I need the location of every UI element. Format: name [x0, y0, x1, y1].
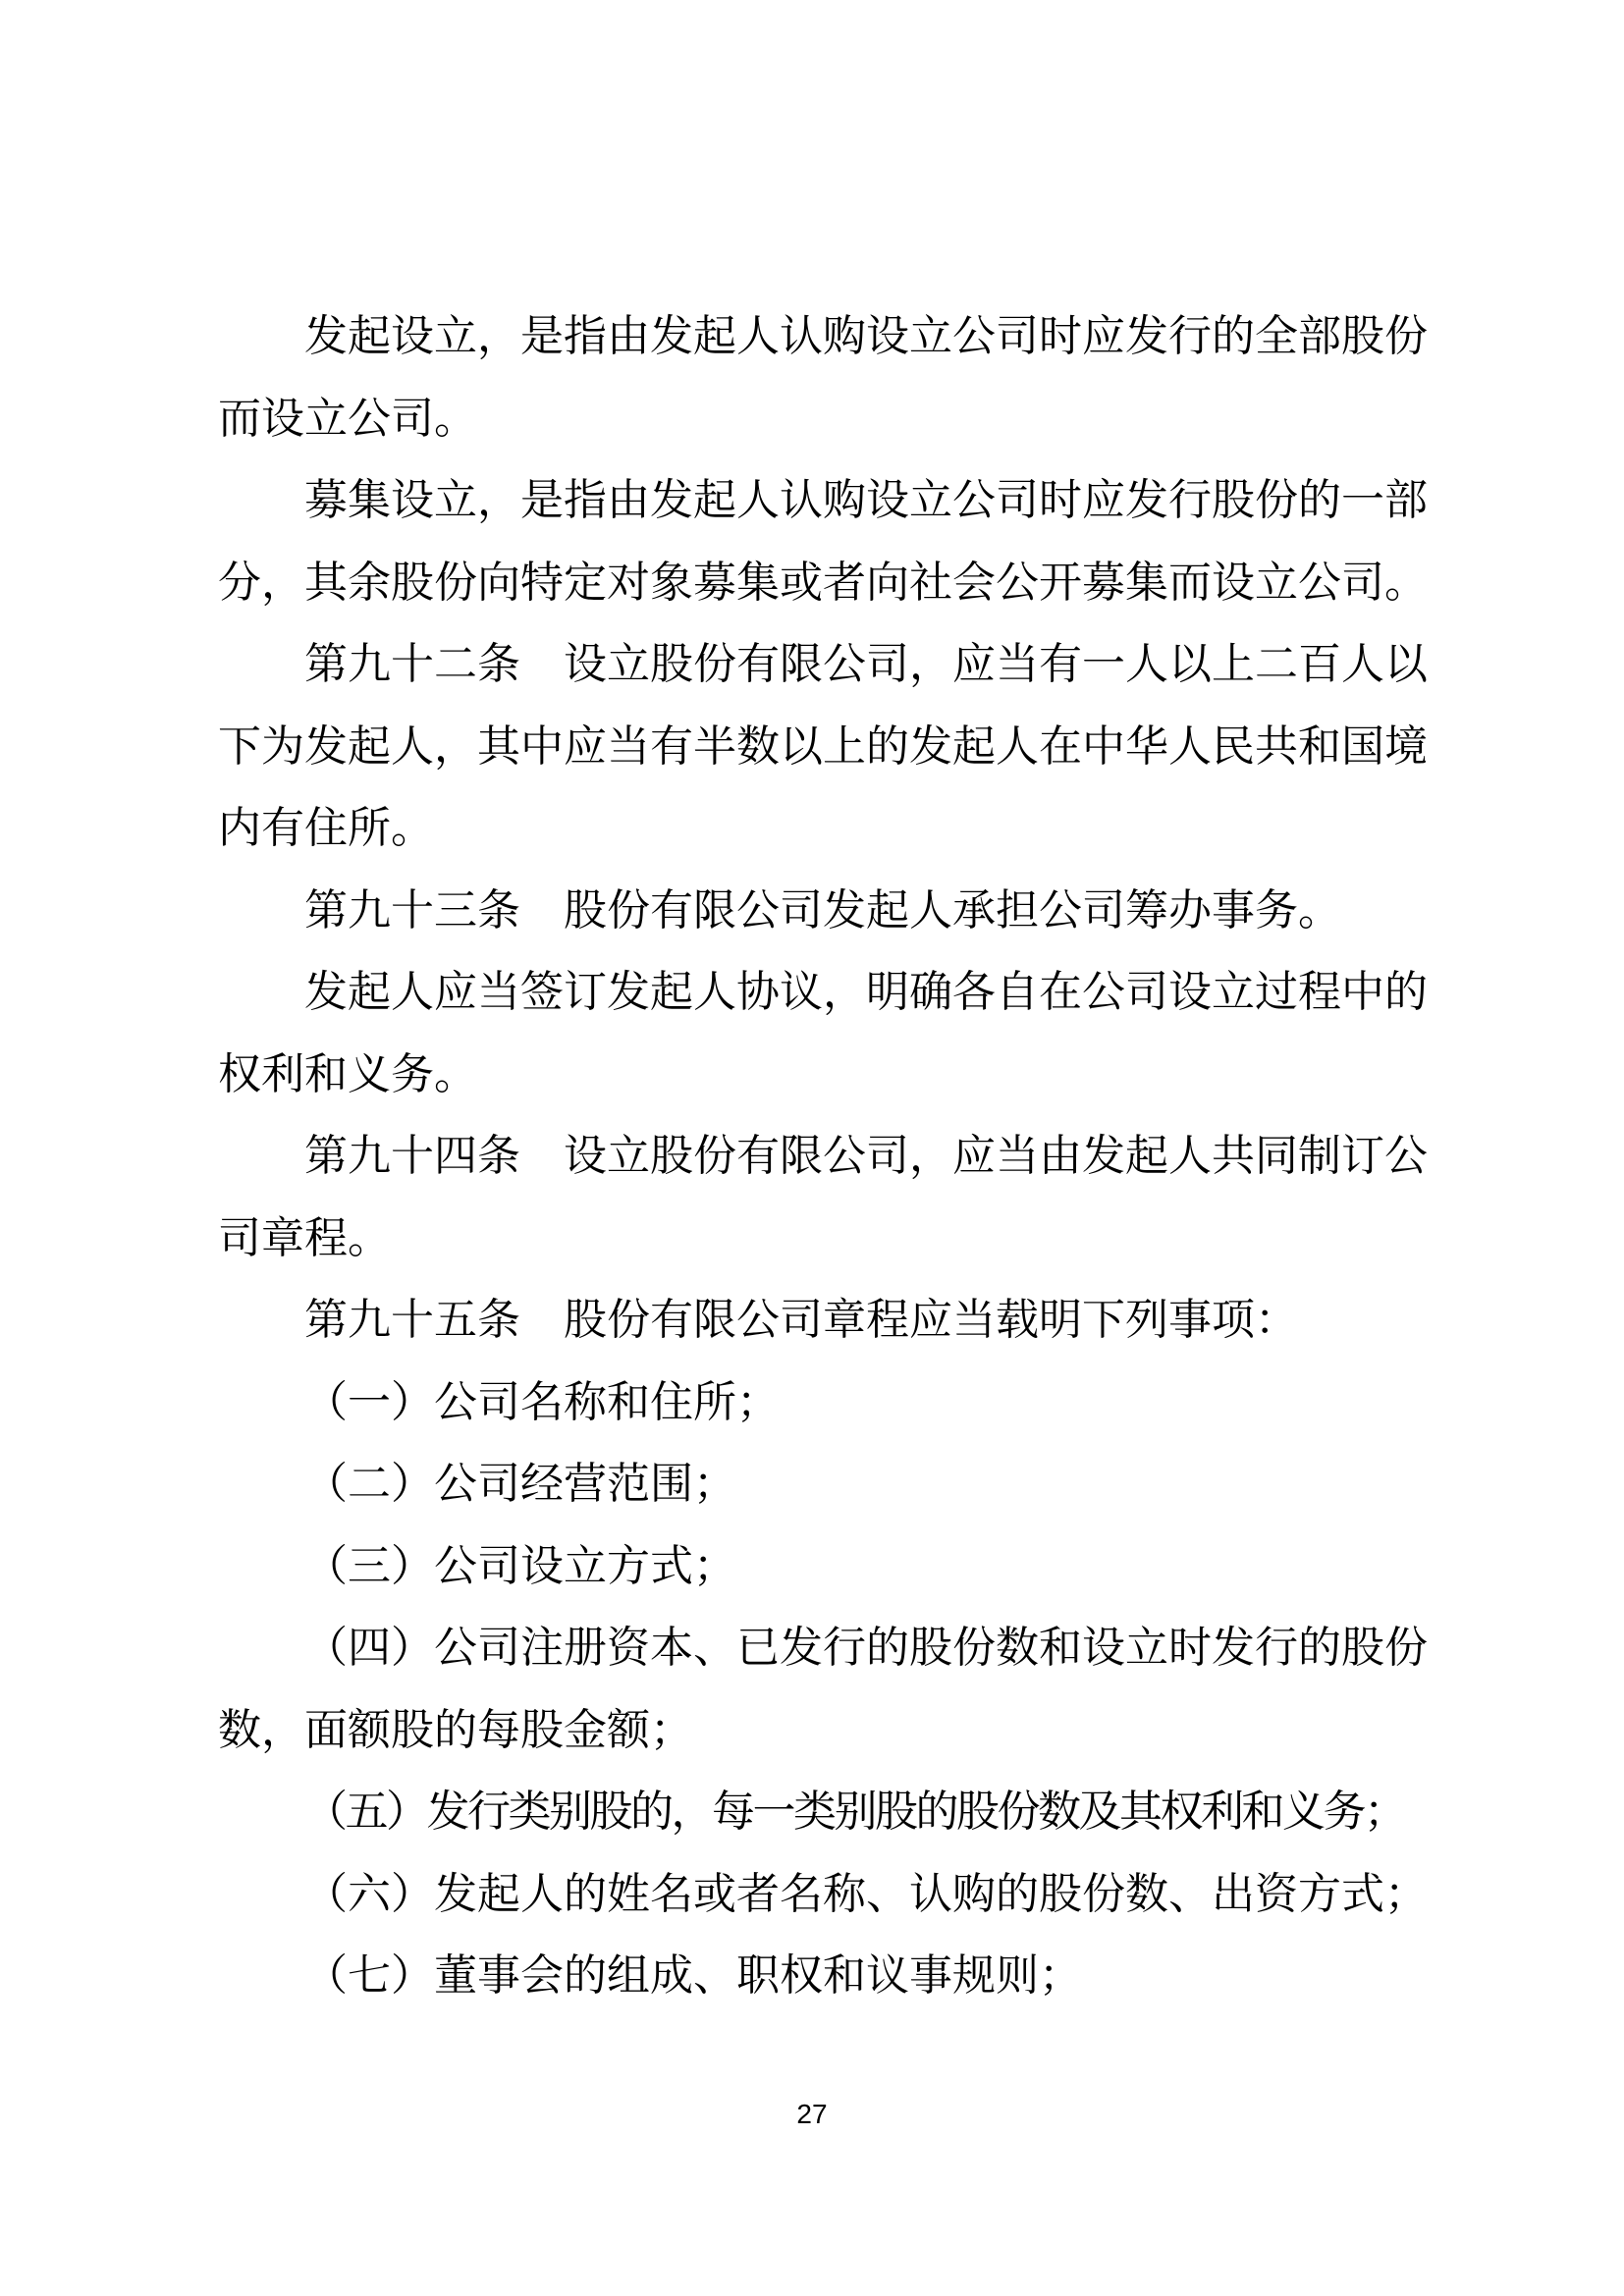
para-article-95-item-2: （二）公司经营范围；: [304, 1459, 736, 1509]
para-article-95-item-4: （四）公司注册资本、已发行的股份数和设立时发行的股份数，面额股的每股金额；: [218, 1623, 1428, 1755]
para-definition-incorporation-by-promotion: 发起设立，是指由发起人认购设立公司时应发行的全部股份而设立公司。: [218, 311, 1428, 444]
para-article-95-lead: 第九十五条 股份有限公司章程应当载明下列事项：: [304, 1295, 1298, 1345]
para-article-93: 第九十三条 股份有限公司发起人承担公司筹办事务。: [304, 884, 1341, 935]
para-definition-incorporation-by-offer: 募集设立，是指由发起人认购设立公司时应发行股份的一部分，其余股份向特定对象募集或者向社会公开募集而设立公司。: [218, 475, 1428, 608]
para-article-95-item-5: （五）发行类别股的，每一类别股的股份数及其权利和义务；: [304, 1787, 1405, 1837]
para-article-95-item-7: （七）董事会的组成、职权和议事规则；: [304, 1950, 1082, 2001]
para-article-95-item-6: （六）发起人的姓名或者名称、认购的股份数、出资方式；: [304, 1868, 1428, 1919]
para-article-95-item-3: （三）公司设立方式；: [304, 1540, 736, 1591]
para-article-94: 第九十四条 设立股份有限公司，应当由发起人共同制订公司章程。: [218, 1131, 1428, 1263]
para-article-93-promoter-agreement: 发起人应当签订发起人协议，明确各自在公司设立过程中的权利和义务。: [218, 967, 1428, 1099]
para-article-95-item-1: （一）公司名称和住所；: [304, 1376, 780, 1427]
para-article-92: 第九十二条 设立股份有限公司，应当有一人以上二百人以下为发起人，其中应当有半数以上的发起人在中华人民共和国境内有住所。: [218, 639, 1428, 853]
document-body: [218, 295, 1428, 2017]
page-number: 27: [796, 2099, 828, 2129]
